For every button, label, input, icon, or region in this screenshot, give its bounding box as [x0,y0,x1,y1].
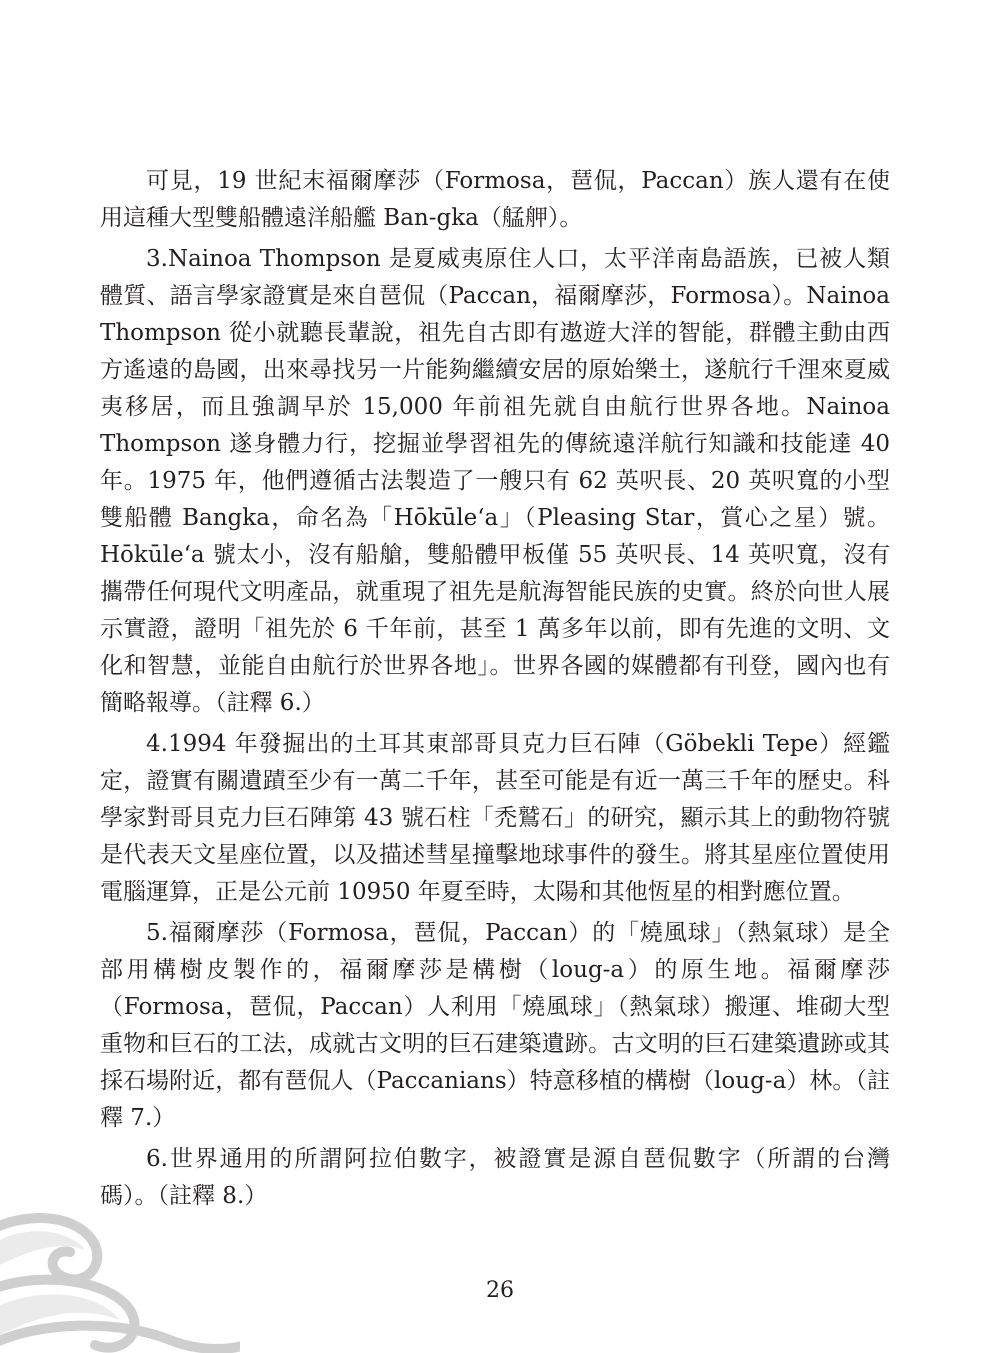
paragraph-2: 3.Nainoa Thompson 是夏威夷原住人口，太平洋南島語族，已被人類體質、語言學家證實是來自琶侃（Paccan，福爾摩莎，Formosa）。Nainoa Thompson 從小就聽長輩說，祖先自古即有遨遊大洋的智能，群體主動由西方遙遠的島國，出來尋找另一片能夠繼續安居的原始樂土，遂航行千浬來夏威夷移居，而且強調早於 15,000 年前祖先就自由航行世界各地。Nainoa Thompson 遂身體力行，挖掘並學習祖先的傳統遠洋航行知識和技能達 40 年。1975 年，他們遵循古法製造了一艘只有 62 英呎長、20 英呎寬的小型雙船體 Bangka，命名為「Hōkūle‘a」（Pleasing Star，賞心之星）號。Hōkūle‘a 號太小，沒有船艙，雙船體甲板僅 55 英呎長、14 英呎寬，沒有攜帶任何現代文明產品，就重現了祖先是航海智能民族的史實。終於向世人展示實證，證明「祖先於 6 千年前，甚至 1 萬多年以前，即有先進的文明、文化和智慧，並能自由航行於世界各地」。世界各國的媒體都有刊登，國內也有簡略報導。（註釋 6.） [100,246,890,716]
paragraph-1: 可見，19 世紀末福爾摩莎（Formosa，琶侃，Paccan）族人還有在使用這種大型雙船體遠洋船艦 Ban-gka（艋舺）。 [100,168,890,231]
body-text [100,163,890,1219]
paragraph-5: 6.世界通用的所謂阿拉伯數字，被證實是源自琶侃數字（所謂的台灣碼）。（註釋 8.） [100,1146,890,1209]
page-number: 26 [486,1278,514,1303]
paragraph-4: 5.福爾摩莎（Formosa，琶侃，Paccan）的「燒風球」（熱氣球）是全部用構樹皮製作的，福爾摩莎是構樹（loug-a）的原生地。福爾摩莎（Formosa，琶侃，Paccan）人利用「燒風球」（熱氣球）搬運、堆砌大型重物和巨石的工法，成就古文明的巨石建築遺跡。古文明的巨石建築遺跡或其採石場附近，都有琶侃人（Paccanians）特意移植的構樹（loug-a）林。（註釋 7.） [100,920,890,1131]
paragraph-3: 4.1994 年發掘出的土耳其東部哥貝克力巨石陣（Göbekli Tepe）經鑑定，證實有關遺蹟至少有一萬二千年，甚至可能是有近一萬三千年的歷史。科學家對哥貝克力巨石陣第 43 號石柱「禿鷲石」的研究，顯示其上的動物符號是代表天文星座位置，以及描述彗星撞擊地球事件的發生。將其星座位置使用電腦運算，正是公元前 10950 年夏至時，太陽和其他恆星的相對應位置。 [100,731,890,905]
cloud-ornament-icon [0,1170,240,1353]
